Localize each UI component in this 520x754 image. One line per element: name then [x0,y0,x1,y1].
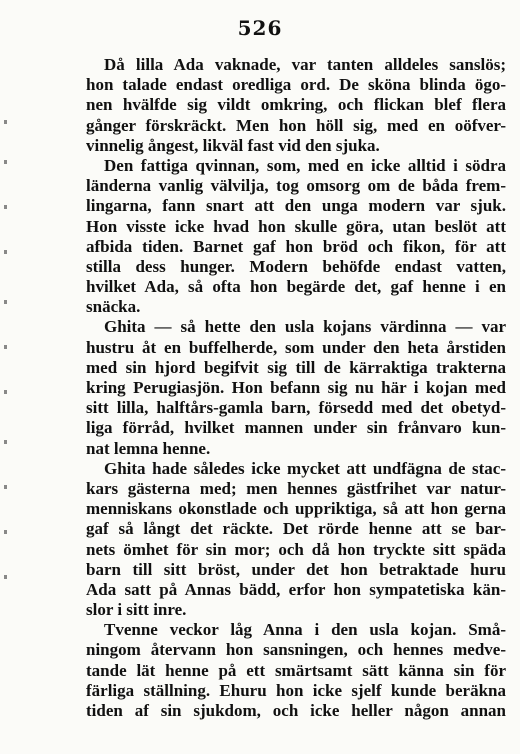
text-line: slor i sitt inre. [86,600,187,620]
edge-mark [4,390,7,394]
page-edge-marks [4,120,8,600]
edge-mark [4,485,7,489]
text-line: liga förråd, hvilket mannen under sin frånvaro kun- [86,418,506,438]
edge-mark [4,120,7,124]
text-line: Ghita hade således icke mycket att undfägna de stac- [104,458,506,478]
text-line: Ghita — så hette den usla kojans värdinna — var [104,317,506,337]
text-line: vinnelig ångest, likväl fast vid den sjuka. [86,135,380,155]
text-line: hustru åt en buffelherde, som under den heta årstiden [86,337,506,357]
text-line: stilla dess hunger. Modern behöfde endast vatten, [86,256,506,276]
text-line: snäcka. [86,297,141,317]
edge-mark [4,440,7,444]
edge-mark [4,160,7,164]
text-line: Då lilla Ada vaknade, var tanten alldeles sanslös; [104,55,506,74]
text-line: ningom återvann hon sansningen, och hennes medve- [86,640,506,660]
text-line: hvilket Ada, så ofta hon begärde det, gaf henne i en [86,277,506,297]
text-line: Ada satt på Annas bädd, erfor hon sympatetiska kän- [86,579,506,599]
text-line: tande lät henne på ett smärtsamt sätt känna sin för [86,660,506,680]
body-text [86,55,506,721]
text-line: barn till sitt bröst, under det hon betraktade huru [86,559,506,579]
text-line: hon talade endast oredliga ord. De sköna blinda ögo- [86,75,506,95]
text-line: tiden af sin sjukdom, och icke heller någon annan [86,701,506,720]
text-line: kars gästerna med; men hennes gästfrihet var natur- [86,478,506,498]
edge-mark [4,300,7,304]
text-line: nat lemna henne. [86,438,211,458]
text-line: med sin hjord begifvit sig till de kärraktiga trakterna [86,357,506,377]
text-line: nen hvälfde sig vildt omkring, och flickan blef flera [86,95,506,115]
edge-mark [4,250,7,254]
text-line: sitt lilla, halftårs-gamla barn, försedd med det obetyd- [86,398,506,418]
edge-mark [4,575,7,579]
text-line: länderna vanlig välvilja, tog omsorg om de båda frem- [86,176,506,196]
edge-mark [4,530,7,534]
text-line: Tvenne veckor låg Anna i den usla kojan. Små- [104,620,506,640]
page-number: 526 [237,16,283,40]
text-line: gånger förskräckt. Men hon höll sig, med en oöfver- [86,115,506,135]
text-line: Den fattiga qvinnan, som, med en icke alltid i södra [104,155,506,175]
text-line: menniskans okonstlade och uppriktiga, så att hon gerna [86,499,506,519]
text-line: Hon visste icke hvad hon skulle göra, utan beslöt att [86,216,506,236]
text-line: lingarna, fann snart att den unga modern var sjuk. [86,196,506,216]
text-line: kring Perugiasjön. Hon befann sig nu här i kojan med [86,378,506,397]
text-line: afbida tiden. Barnet gaf hon bröd och fikon, för att [86,236,506,256]
text-line: nets ömhet för sin mor; och då hon tryckte sitt späda [86,539,506,559]
text-line: färliga ställning. Ehuru hon icke sjelf kunde beräkna [86,680,506,700]
text-line: gaf så långt det räckte. Det rörde henne att se bar- [86,519,506,539]
edge-mark [4,205,7,209]
edge-mark [4,345,7,349]
